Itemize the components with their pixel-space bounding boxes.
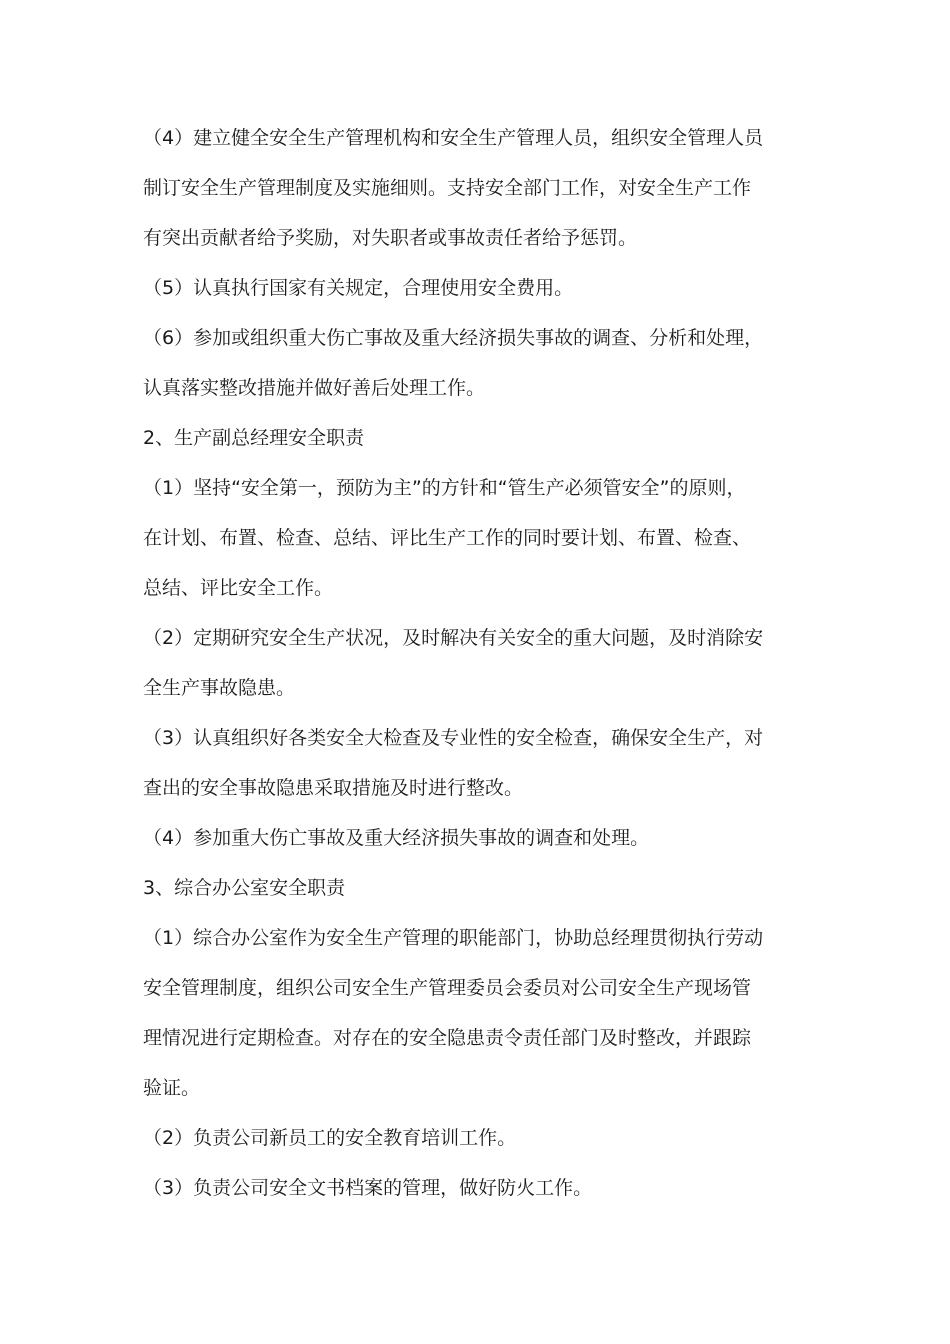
paragraph-2-3-inspections [143, 713, 813, 813]
section-heading-text: 3、综合办公室安全职责 [143, 877, 346, 899]
text-line: （1）坚持“安全第一，预防为主”的方针和“管生产必须管安全”的原则， [143, 477, 746, 499]
paragraph-3-2-training [143, 1113, 813, 1163]
text-line: （2）负责公司新员工的安全教育培训工作。 [143, 1127, 517, 1149]
paragraph-2-4-investigation [143, 813, 813, 863]
text-line: 有突出贡献者给予奖励，对失职者或事故责任者给予惩罚。 [143, 227, 638, 249]
text-line: 认真落实整改措施并做好善后处理工作。 [143, 377, 486, 399]
section-heading-3 [143, 863, 813, 913]
text-line: 制订安全生产管理制度及实施细则。支持安全部门工作，对安全生产工作 [143, 177, 752, 199]
text-line: （6）参加或组织重大伤亡事故及重大经济损失事故的调查、分析和处理， [143, 327, 764, 349]
text-line: （4）参加重大伤亡事故及重大经济损失事故的调查和处理。 [143, 827, 650, 849]
text-line: 总结、评比安全工作。 [143, 577, 334, 599]
text-line: （3）认真组织好各类安全大检查及专业性的安全检查，确保安全生产，对 [143, 727, 764, 749]
paragraph-3-3-archives [143, 1163, 813, 1213]
text-line: （4）建立健全安全生产管理机构和安全生产管理人员，组织安全管理人员 [143, 127, 764, 149]
text-line: 查出的安全事故隐患采取措施及时进行整改。 [143, 777, 524, 799]
text-line: 验证。 [143, 1077, 201, 1099]
text-line: （2）定期研究安全生产状况，及时解决有关安全的重大问题，及时消除安 [143, 627, 764, 649]
text-line: （3）负责公司安全文书档案的管理，做好防火工作。 [143, 1177, 593, 1199]
paragraph-5-execute-regulations [143, 263, 813, 313]
text-line: 在计划、布置、检查、总结、评比生产工作的同时要计划、布置、检查、 [143, 527, 752, 549]
text-line: 全生产事故隐患。 [143, 677, 296, 699]
paragraph-2-2-regular-study [143, 613, 813, 713]
paragraph-2-1-safety-first [143, 463, 813, 613]
paragraph-3-1-office-duties [143, 913, 813, 1113]
text-line: （5）认真执行国家有关规定，合理使用安全费用。 [143, 277, 574, 299]
text-line: 理情况进行定期检查。对存在的安全隐患责令责任部门及时整改，并跟踪 [143, 1027, 752, 1049]
text-line: 安全管理制度，组织公司安全生产管理委员会委员对公司安全生产现场管 [143, 977, 752, 999]
paragraph-6-accident-investigation [143, 313, 813, 413]
section-heading-2 [143, 413, 813, 463]
paragraph-4-establish-organization [143, 113, 813, 263]
section-heading-text: 2、生产副总经理安全职责 [143, 427, 365, 449]
document-body [143, 113, 813, 1213]
text-line: （1）综合办公室作为安全生产管理的职能部门，协助总经理贯彻执行劳动 [143, 927, 764, 949]
